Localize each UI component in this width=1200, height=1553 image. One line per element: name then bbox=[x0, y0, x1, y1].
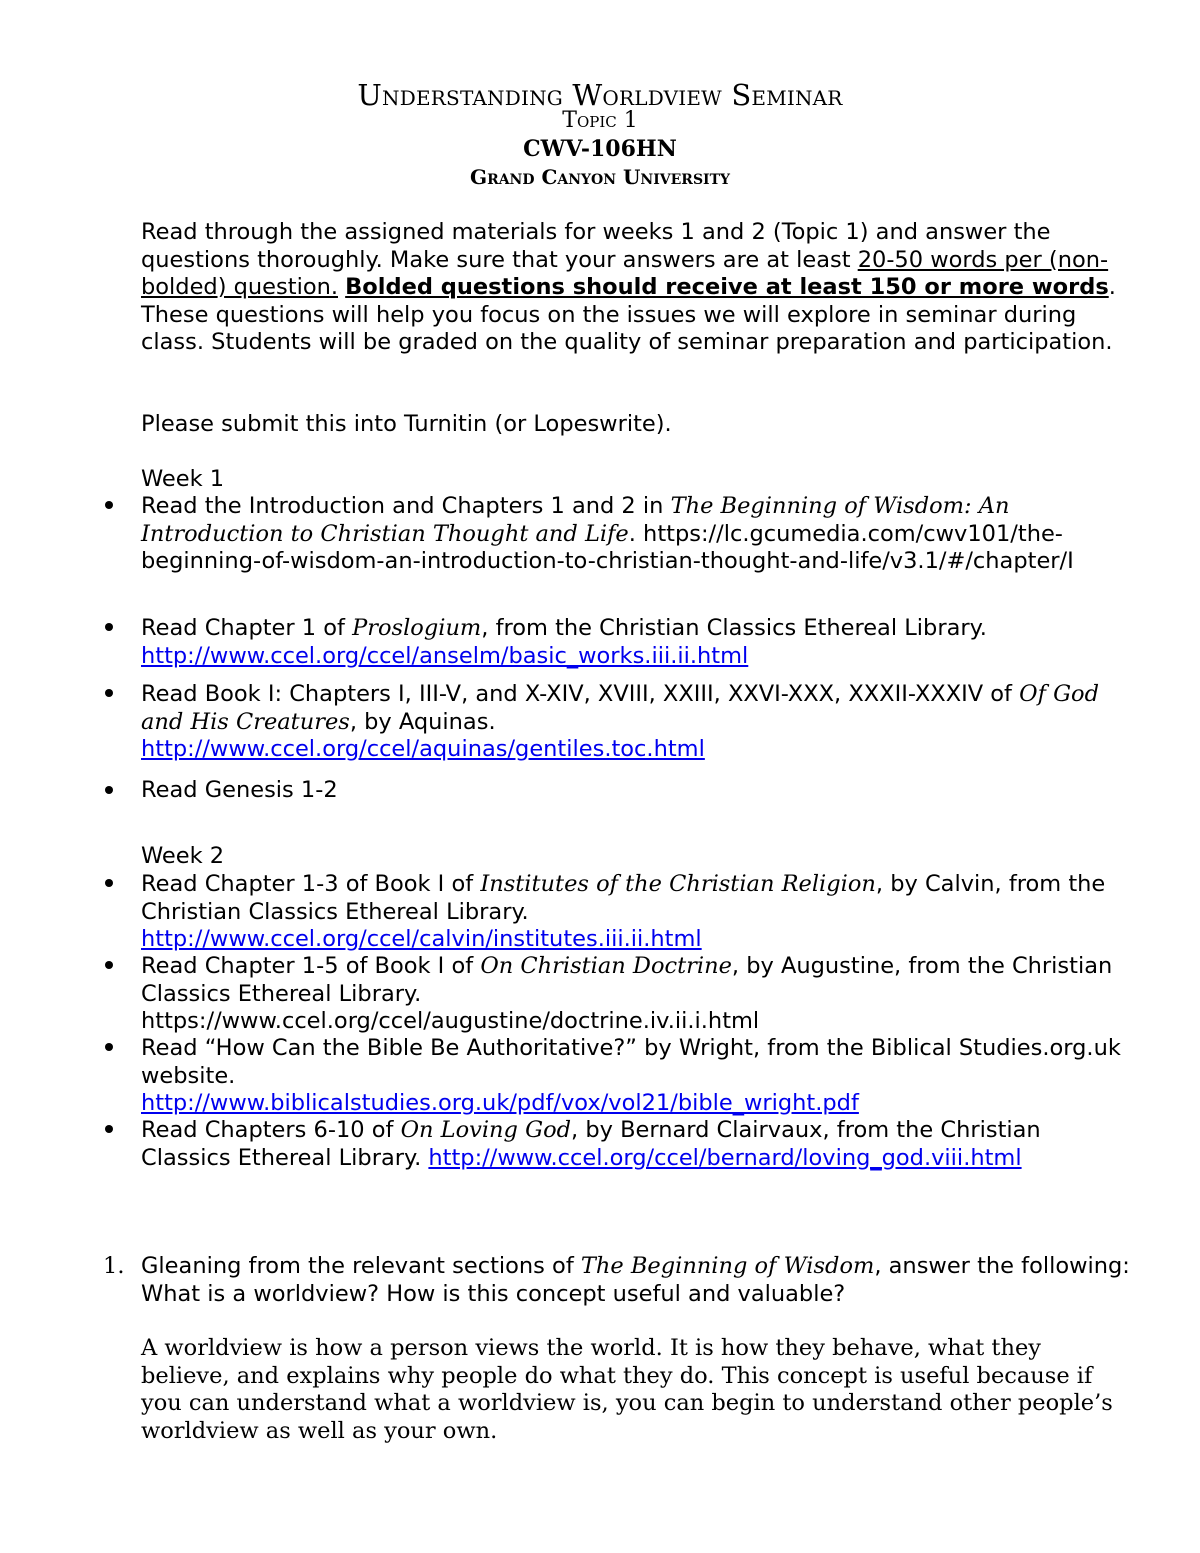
aquinas-link[interactable]: http://www.ccel.org/ccel/aquinas/gentiles.toc.html bbox=[141, 736, 705, 762]
bullet-icon bbox=[105, 961, 117, 973]
item-text-end: , by Augustine, from the Christian Classics Ethereal Library. bbox=[141, 953, 1113, 1007]
item-text: Read Book I: Chapters I, III-V, and X-XIV, XVIII, XXIII, XXVI-XXX, XXXII-XXXIV of bbox=[141, 681, 1020, 707]
course-code: CWV-106HN bbox=[523, 136, 677, 162]
list-item bbox=[141, 871, 1131, 954]
list-item bbox=[141, 953, 1131, 1036]
augustine-url: https://www.ccel.org/ccel/augustine/doctrine.iv.ii.i.html bbox=[141, 1008, 760, 1034]
wright-link[interactable]: http://www.biblicalstudies.org.uk/pdf/vox/vol21/bible_wright.pdf bbox=[141, 1090, 859, 1116]
item-text: Read Chapter 1 of bbox=[141, 615, 353, 641]
calvin-link[interactable]: http://www.ccel.org/ccel/calvin/institutes.iii.ii.html bbox=[141, 926, 702, 952]
question-part-end: , answer the following: What is a worldview? How is this concept useful and valuable? bbox=[141, 1253, 1130, 1307]
submit-instruction: Please submit this into Turnitin (or Lopeswrite). bbox=[141, 411, 672, 437]
question-text bbox=[141, 1253, 1131, 1308]
bullet-icon bbox=[105, 623, 117, 635]
item-text-end: , by Aquinas. bbox=[349, 708, 496, 735]
item-title: On Christian Doctrine bbox=[480, 953, 732, 979]
list-item bbox=[141, 1035, 1131, 1118]
intro-paragraph bbox=[141, 219, 1131, 357]
list-item: Read Genesis 1-2 bbox=[141, 777, 338, 803]
document-title: Understanding Worldview Seminar bbox=[357, 78, 843, 112]
item-title: Institutes of the Christian Religion bbox=[480, 871, 876, 897]
bullet-icon bbox=[105, 1125, 117, 1137]
word-requirement: 20-50 words per (non-bolded) question. bbox=[141, 246, 1109, 300]
item-title: Of God and His Creatures bbox=[141, 681, 1099, 735]
anselm-link[interactable]: http://www.ccel.org/ccel/anselm/basic_works.iii.ii.html bbox=[141, 642, 749, 669]
bullet-icon bbox=[105, 786, 117, 798]
item-text-end: . https://lc.gcumedia.com/cwv101/the-beginning-of-wisdom-an-introduction-to-christian-thought-and-life/v3.1/#/chapter/I bbox=[141, 520, 1074, 574]
item-title: The Beginning of Wisdom: An Introduction to Christian Thought and Life bbox=[141, 493, 1010, 547]
bold-requirement: Bolded questions should receive at least 150 or more words bbox=[345, 274, 1109, 300]
intro-text: Read through the assigned materials for weeks 1 and 2 (Topic 1) and answer the questions thoroughly. Make sure that your answers are at least bbox=[141, 219, 1051, 273]
bullet-icon bbox=[105, 879, 117, 891]
bullet-icon bbox=[105, 1043, 117, 1055]
item-text: Read “How Can the Bible Be Authoritative?” by Wright, from the Biblical Studies.org.uk website. bbox=[141, 1035, 1121, 1089]
item-text: Read Chapters 6-10 of bbox=[141, 1117, 401, 1143]
question-part: Gleaning from the relevant sections of bbox=[141, 1253, 581, 1279]
list-item bbox=[141, 615, 1131, 670]
bullet-icon bbox=[105, 501, 117, 513]
item-text: Read the Introduction and Chapters 1 and 2 in bbox=[141, 493, 671, 519]
list-item bbox=[141, 681, 1131, 764]
bernard-link[interactable]: http://www.ccel.org/ccel/bernard/loving_god.viii.html bbox=[428, 1144, 1022, 1171]
item-text: Read Chapter 1-5 of Book I of bbox=[141, 953, 481, 979]
bullet-icon bbox=[105, 689, 117, 701]
item-text-end: , from the Christian Classics Ethereal Library. bbox=[481, 615, 987, 641]
list-item bbox=[141, 1117, 1131, 1172]
question-number: 1. bbox=[103, 1253, 125, 1279]
university-name: Grand Canyon University bbox=[469, 165, 731, 189]
item-title: On Loving God bbox=[400, 1117, 572, 1143]
topic-label: Topic 1 bbox=[562, 108, 638, 133]
question-book-title: The Beginning of Wisdom bbox=[580, 1253, 875, 1279]
item-title: Proslogium bbox=[352, 615, 482, 641]
item-text: Read Chapter 1-3 of Book I of bbox=[141, 871, 481, 897]
item-text-end: , by Calvin, from the Christian Classics Ethereal Library. bbox=[141, 871, 1106, 925]
answer-text: A worldview is how a person views the world. It is how they behave, what they believe, and explains why people do what they do. This concept is useful because if you can understand what a worldview is, you can begin to understand other people’s worldview as well as your own. bbox=[141, 1335, 1113, 1444]
list-item bbox=[141, 493, 1131, 576]
week1-heading: Week 1 bbox=[141, 466, 225, 492]
week2-heading: Week 2 bbox=[141, 843, 225, 869]
item-text-end: , by Bernard Clairvaux, from the Christian Classics Ethereal Library. bbox=[141, 1117, 1041, 1171]
intro-text-end: . These questions will help you focus on the issues we will explore in seminar during class. Students will be graded on the quality of seminar preparation and participation. bbox=[141, 274, 1116, 355]
